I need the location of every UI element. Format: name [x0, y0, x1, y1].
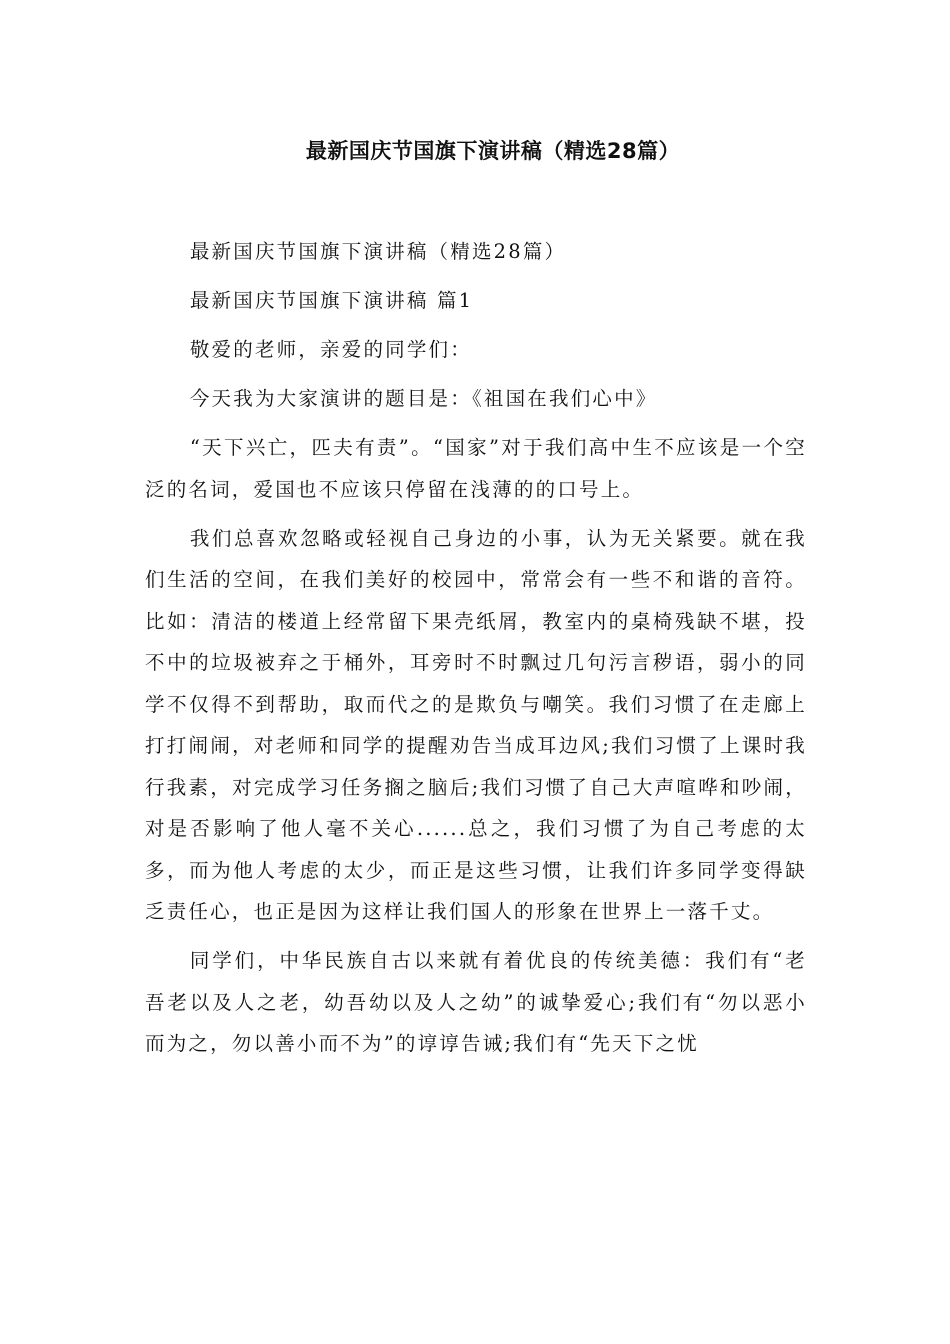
paragraph-salutation: 敬爱的老师，亲爱的同学们：	[189, 338, 472, 361]
paragraph-habits: 我们总喜欢忽略或轻视自己身边的小事，认为无关紧要。就在我们生活的空间，在我们美好的校园中，常常会有一些不和谐的音符。比如：清洁的楼道上经常留下果壳纸屑，教室内的桌椅残缺不堪，投不中的垃圾被弃之于桶外，耳旁时不时飘过几句污言秽语，弱小的同学不仅得不到帮助，取而代之的是欺负与嘲笑。我们习惯了在走廊上打打闹闹，对老师和同学的提醒劝告当成耳边风;我们习惯了上课时我行我素，对完成学习任务搁之脑后;我们习惯了自己大声喧哗和吵闹，对是否影响了他人毫不关心......总之，我们习惯了为自己考虑的太多，而为他人考虑的太少，而正是这些习惯，让我们许多同学变得缺乏责任心，也正是因为这样让我们国人的形象在世界上一落千丈。	[145, 526, 807, 923]
paragraph-heading: 最新国庆节国旗下演讲稿（精选28篇）	[189, 240, 567, 263]
paragraph-section-title: 最新国庆节国旗下演讲稿 篇1	[189, 289, 474, 312]
document-body	[145, 231, 807, 1072]
paragraph-virtues: 同学们，中华民族自古以来就有着优良的传统美德：我们有“老吾老以及人之老，幼吾幼以及人之幼”的诚挚爱心;我们有“勿以恶小而为之，勿以善小而不为”的谆谆告诫;我们有“先天下之忧	[145, 949, 807, 1055]
document-title: 最新国庆节国旗下演讲稿（精选28篇）	[305, 139, 681, 163]
paragraph-topic: 今天我为大家演讲的题目是：《祖国在我们心中》	[189, 387, 658, 410]
paragraph-intro: “天下兴亡，匹夫有责”。“国家”对于我们高中生不应该是一个空泛的名词，爱国也不应该只停留在浅薄的的口号上。	[145, 436, 807, 501]
